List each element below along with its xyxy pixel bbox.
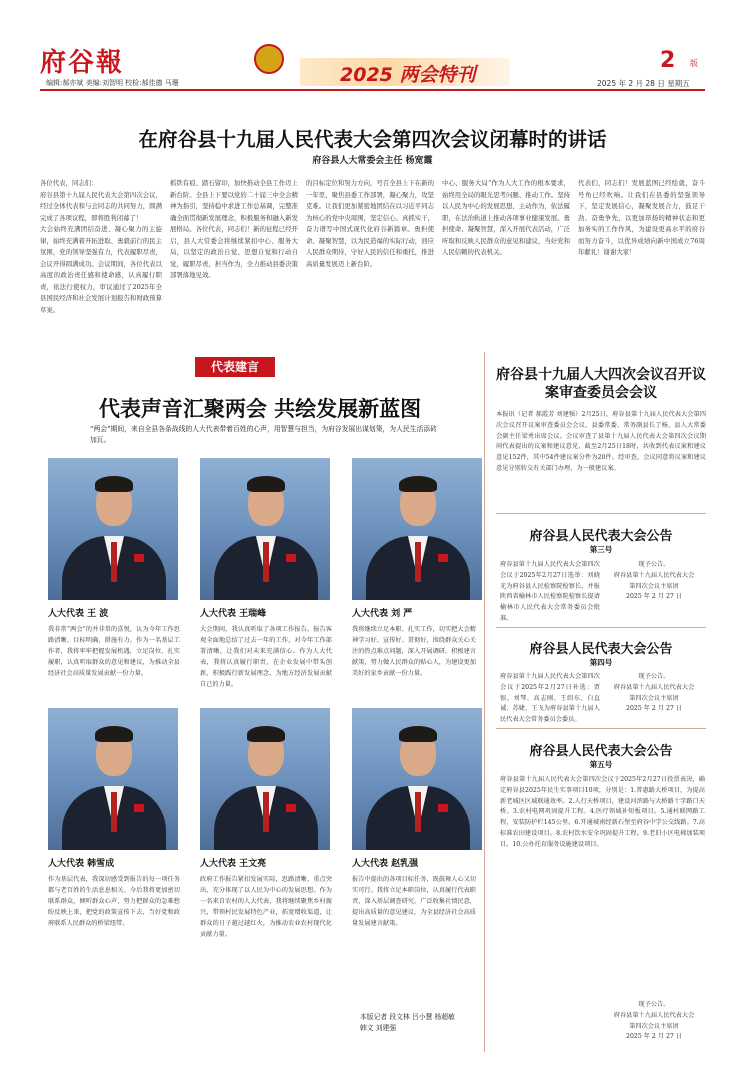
lead-headline: 在府谷县十九届人民代表大会第四次会议闭幕时的讲话 (138, 128, 607, 151)
notice-3-number: 第三号 (589, 545, 613, 554)
page-suffix: 版 (690, 59, 698, 68)
rep-photo-1 (48, 458, 178, 600)
notice-divider-1 (496, 627, 706, 628)
notice-3-title: 府谷县人民代表大会公告 (529, 529, 673, 544)
section-tag: 代表建言 (195, 357, 275, 377)
masthead-rule (40, 89, 705, 91)
rep-text-6: 报告中提出的各项目标任务，既鼓舞人心又切实可行。我将立足本职岗位，认真履行代表职责，深入基层调查研究，广泛收集社情民意，提出高质量的意见建议，为全县经济社会高质量发展建言献策。 (352, 876, 476, 927)
masthead (0, 0, 735, 92)
lead-column-3: 的目标定位和努力方向，号召全县上下在新的一年里，聚焦县委工作部署，凝心聚力，攻坚克难。让我们更加紧密地团结在以习近平同志为核心的党中央周围，坚定信心、真抓实干，奋力谱写中国式现代化府谷新篇章。勇担使命、凝聚智慧，以为民造福的实际行动，回应人民群众期待，守好人民的信任和重托，推进高质量发展迈上新台阶。 (306, 179, 434, 268)
rep-photo-4 (48, 708, 178, 850)
rep-name-1: 人大代表 王 波 (48, 609, 109, 619)
news-text: 本报讯（记者 郝霞芳 刘建强）2月25日，府谷县第十九届人民代表大会第四次会议召开议案审查委员会会议，县委常委、常务副县长了杨，县人大常委会副主任梁勇出席会议。会议审查了县第十九届人民代表大会第四次会议期间代表提出的议案和建议意见，截至2月25日18时，共收到代表议案和建议意见152件，其中54件建议案分件为20件。经审查，会议同意将议案和建议意见分别转交有关部门办理，为一般建议案。 (496, 411, 706, 472)
rep-text-5: 政府工作报告紧扣发展实际，思路清晰、重点突出，充分体现了以人民为中心的发展思想。作为一名来自农村的人大代表，我将继续聚焦乡村振兴，带领村民发展特色产业，拓宽增收渠道，让群众的日子越过越红火，为推动农业农村现代化贡献力量。 (200, 876, 332, 938)
notice-5-text: 府谷县第十九届人民代表大会第四次会议于2025年2月27日投票表决，确定府谷县2025年民生实事项目10项，分别是：1.普惠路大桥项目，为提高新老城区区域联通效率。2.人行天桥项目，建设河滨路与大桥路十字路口天桥。3.农村电网巩固提升工程。4.医疗领域补短板项目。5.通村联网路工程，安装防护栏145公里。6.开通城南经新石堡至府谷中学公交线路。7.高标准农田建设项目。8.农村饮水安全巩固提升工程。9.老旧小区电梯加装项目。10.公办托育服务设施建设项目。 (500, 776, 705, 848)
page-number: 2 (660, 48, 676, 73)
editorial-staff: 编辑:郝亦斌 美编:刘智明 校检:郝佳德 马珊 (46, 79, 179, 87)
rep-text-4: 作为基层代表，我深切感受到报告的每一项任务都与老百姓的生活息息相关。今后我将更加密切联系群众，倾听群众心声，努力把群众的急难愁盼反映上来，把党的政策宣传下去，当好党和政府联系人民群众的桥梁纽带。 (48, 876, 180, 927)
rep-name-5: 人大代表 王文亮 (200, 859, 267, 869)
lead-column-2: 抓铁有痕、踏石留印，加快推动全县工作迈上新台阶。全县上下要以党的二十届三中全会精神为指引，坚持稳中求进工作总基调，完整准确全面贯彻新发展理念，积极服务和融入新发展格局。各位代表，同志们！新的征程已经开启，县人大常委会将继续紧扣中心、服务大局，以坚定的政治自觉、思想自觉和行动自觉，履职尽责，担当作为，全力推动县委决策部署落地见效。 (170, 179, 298, 279)
lead-column-4: 中心、服务大局“作为人大工作的根本要求，始终用全局的眼光思考问题、推动工作。坚持以人民为中心的发展思想，主动作为，依法履职，在法治轨道上推动各项事业健康发展。勇担使命、凝聚智慧，深入开展代表活动，广泛听取和反映人民群众的意见和建议，当好党和人民信赖的代表机关。 (442, 179, 570, 256)
rep-name-6: 人大代表 赵乳强 (352, 859, 419, 869)
issue-date: 2025 年 2 月 28 日 星期五 (597, 79, 690, 88)
rep-photo-3 (352, 458, 482, 600)
column-divider (484, 352, 485, 1052)
notice-3-text: 府谷县第十九届人民代表大会第四次会议于2025年2月27日选举：刘晓光为府谷县人民检察院检察长，并报陕西省榆林市人民检察院检察长提请榆林市人民代表大会常务委员会批准。 (500, 561, 600, 622)
notice-5-title: 府谷县人民代表大会公告 (529, 744, 673, 759)
rep-name-4: 人大代表 韩雪成 (48, 859, 115, 869)
lead-column-5: 代表们，同志们！发展蓝图已经绘就，奋斗号角已经吹响。让我们在县委的坚强领导下，坚定发展信心，凝聚发展合力，鼓足干劲、奋勇争先，以更加昂扬的精神状态和更加务实的工作作风，为建设更高水平的府谷而努力奋斗，以优异成绩向新中国成立76周年献礼！谢谢大家！ (578, 179, 705, 256)
rep-photo-6 (352, 708, 482, 850)
notice-4-title: 府谷县人民代表大会公告 (529, 642, 673, 657)
photo-credit: 本版记者 段文林 吕小慧 杨超敏 韩文 刘建强 (360, 1013, 455, 1032)
notice-4-number: 第四号 (589, 658, 613, 667)
special-issue-title: 2025 两会特刊 (340, 64, 476, 86)
notice-divider-2 (496, 728, 706, 729)
rep-name-3: 人大代表 刘 严 (352, 609, 413, 619)
rep-photo-5 (200, 708, 330, 850)
notice-3-signature: 现予公告。 府谷县第十九届人民代表大会 第四次会议主席团 2025 年 2 月 27 日 (613, 561, 695, 601)
lead-column-1: 各位代表，同志们： 府谷县第十九届人民代表大会第四次会议，经过全体代表和与会同志的共同努力，圆满完成了各项议程，即将胜利闭幕了！ 大会始终充满团结奋进、凝心聚力的主旋律，始终充满着开拓进取、勇毅前行的民主氛围，党的领导坚强有力，代表履职尽责，会议开得圆满成功。会议期间，各位代表以高度的政治责任感和使命感，认真履行职责，依法行使权力，审议通过了2025年全县国民经济和社会发展计划报告和财政预算草案。 (40, 179, 162, 314)
rep-text-3: 我将继续立足本职、扎实工作，切实把大会精神学习好、宣传好、贯彻好，围绕群众关心关注的热点难点问题，深入开展调研，积极建言献策，努力做人民群众的贴心人，为建设更加美好的家乡贡献一份力量。 (352, 626, 476, 677)
newspaper-logo: 府谷報 (40, 48, 125, 78)
notice-4-signature: 现予公告。 府谷县第十九届人民代表大会 第四次会议主席团 2025 年 2 月 27 日 (613, 673, 695, 713)
news-divider (496, 513, 706, 514)
section-intro: “两会”期间，来自全县各条战线的人大代表带着百姓的心声，用智慧与担当，为府谷发展出谋划策，为人民生活添砖加瓦。 (90, 425, 437, 444)
section-title: 代表声音汇聚两会 共绘发展新蓝图 (98, 397, 422, 421)
rep-name-2: 人大代表 王瑞峰 (200, 609, 267, 619)
lead-byline: 府谷县人大常委会主任 杨宽霞 (312, 156, 433, 166)
rep-photo-2 (200, 458, 330, 600)
notice-5-number: 第五号 (589, 760, 613, 769)
news-title: 府谷县十九届人大四次会议召开议案审查委员会会议 (496, 367, 706, 401)
rep-text-1: 我非常“两会”的并非常的喜悦，认为今年工作思路清晰、目标明确，措施有力。作为一名基层工作者，我将牢牢把握发展机遇，立足岗位、扎实履职，认真听取群众的意见和建议，为推动全县经济社会高质量发展贡献一份力量。 (48, 626, 180, 677)
notice-5-signature: 现予公告。 府谷县第十九届人民代表大会 第四次会议主席团 2025 年 2 月 27 日 (613, 1001, 695, 1041)
rep-text-2: 大会期间，我认真听取了各项工作报告。报告客观全面地总结了过去一年的工作，对今年工作部署清晰，让我们对未来充满信心。作为人大代表，我将认真履行职责，在企业发展中带头创新，积极践行新发展理念，为地方经济发展贡献自己的力量。 (200, 626, 332, 688)
notice-4-text: 府谷县第十九届人民代表大会第四次会议于2025年2月27日补选：贾银、刘琴、高志刚、王绍东、白直诚、苏婕、王飞为府谷县第十九届人民代表大会常务委员会委员。 (500, 673, 600, 724)
emblem-icon (254, 44, 284, 74)
